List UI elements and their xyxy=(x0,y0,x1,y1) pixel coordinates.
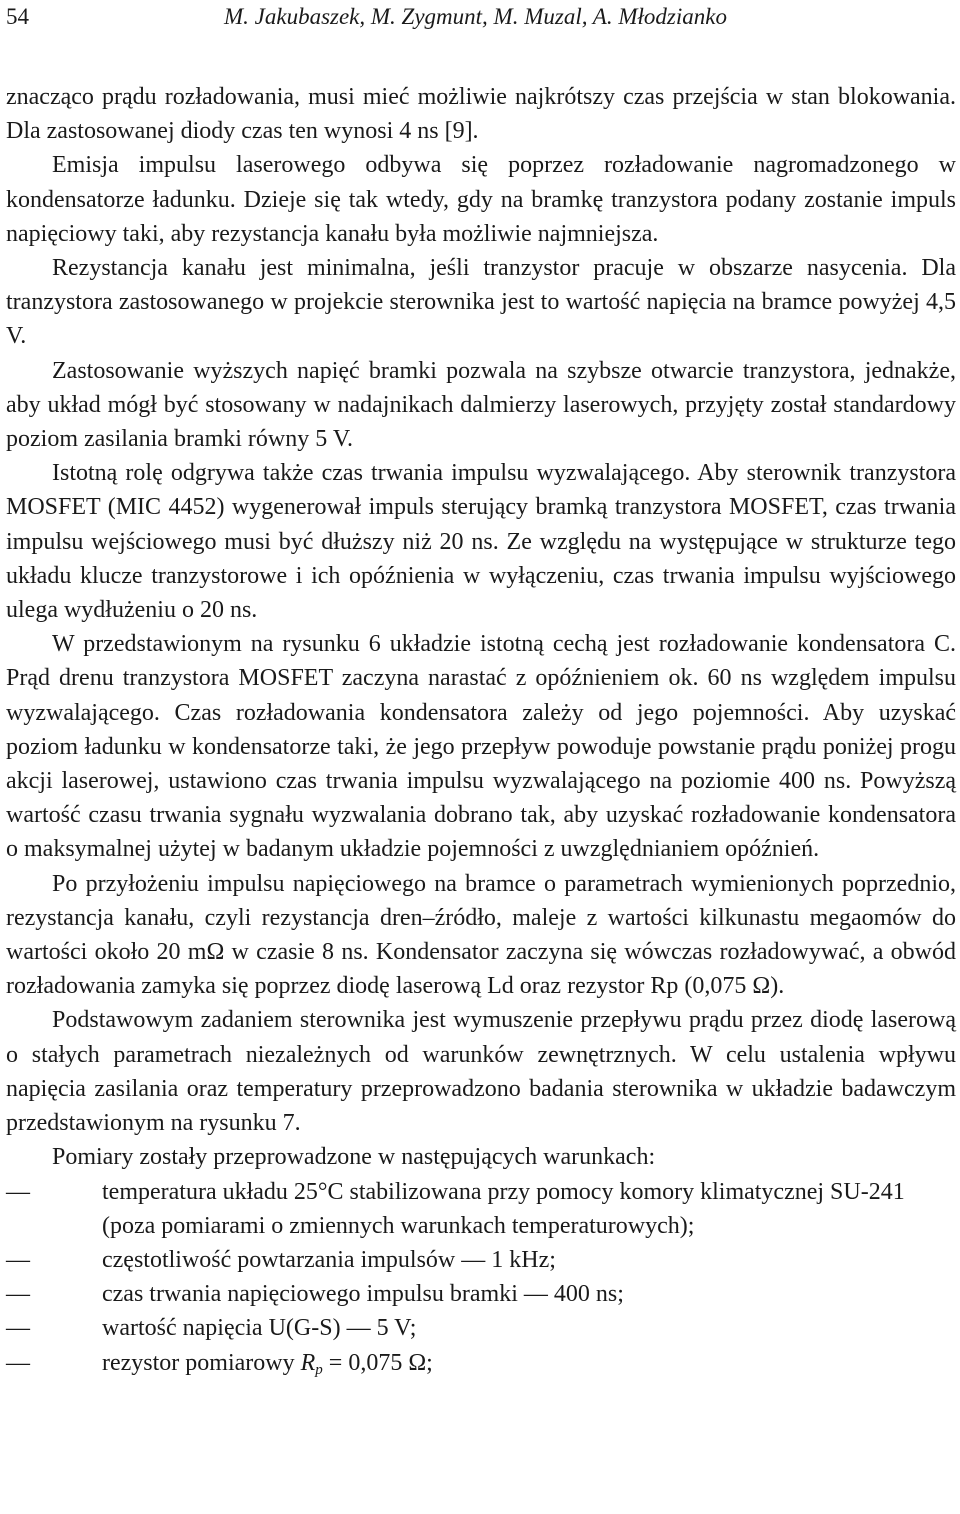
paragraph: Istotną rolę odgrywa także czas trwania impulsu wyzwalającego. Aby sterownik tranzystora MOSFET (MIC 4452) wygenerował impuls sterujący bramką tranzystora MOSFET, czas trwania impulsu wejściowego musi być dłuższy niż 20 ns. Ze względu na występujące w strukturze tego układu klucze tranzystorowe i ich opóźnienia w wyłączeniu, czas trwania impulsu wyjściowego ulega wydłużeniu o 20 ns. xyxy=(6,460,956,624)
body-text xyxy=(6,80,956,1387)
conditions-list xyxy=(6,1175,956,1387)
list-item xyxy=(6,1346,956,1387)
list-dash: — xyxy=(6,1281,30,1308)
list-item xyxy=(6,1175,956,1243)
paragraph: Pomiary zostały przeprowadzone w następujących warunkach: xyxy=(52,1144,656,1171)
paragraph: Podstawowym zadaniem sterownika jest wymuszenie przepływu prądu przez diodę laserową o stałych parametrach niezależnych od warunków zewnętrznych. W celu ustalenia wpływu napięcia zasilania oraz temperatury przeprowadzono badania sterownika w układzie badawczym przedstawionym na rysunku 7. xyxy=(6,1007,956,1137)
document-page xyxy=(6,0,956,1387)
list-item xyxy=(6,1243,956,1277)
list-dash: — xyxy=(6,1349,30,1376)
paragraph: znacząco prądu rozładowania, musi mieć możliwie najkrótszy czas przejścia w stan blokowania. Dla zastosowanej diody czas ten wynosi 4 ns [9]. xyxy=(6,84,956,145)
list-item-text: temperatura układu 25°C stabilizowana przy pomocy komory klimatycznej SU-241 (poza pomiarami o zmiennych warunkach temperaturowych); xyxy=(102,1178,905,1239)
resistor-symbol: R xyxy=(300,1349,316,1376)
list-dash: — xyxy=(6,1178,30,1205)
paragraph: W przedstawionym na rysunku 6 układzie istotną cechą jest rozładowanie kondensatora C. Prąd drenu tranzystora MOSFET zaczyna narastać z opóźnieniem ok. 60 ns względem impulsu wyzwalającego. Czas rozładowania kondensatora zależy od jego pojemności. Aby uzyskać poziom ładunku w kondensatorze taki, że jego przepływ powoduje powstanie prądu poniżej progu akcji laserowej, ustawiono czas trwania impulsu wyzwalającego na poziomie 400 ns. Powyższą wartość czasu trwania sygnału wyzwalania dobrano tak, aby uzyskać rozładowanie kondensatora o maksymalnej użytej w badanym układzie pojemności z uwzględnianiem opóźnień. xyxy=(6,631,956,863)
list-item xyxy=(6,1311,956,1345)
list-item-suffix: = 0,075 Ω; xyxy=(322,1349,433,1376)
paragraph: Emisja impulsu laserowego odbywa się poprzez rozładowanie nagromadzonego w kondensatorze ładunku. Dzieje się tak wtedy, gdy na bramkę tranzystora podany zostanie impuls napięciowy taki, aby rezystancja kanału była możliwie najmniejsza. xyxy=(6,152,956,247)
list-item xyxy=(6,1277,956,1311)
paragraph: Rezystancja kanału jest minimalna, jeśli tranzystor pracuje w obszarze nasycenia. Dla tranzystora zastosowanego w projekcie sterownika jest to wartość napięcia na bramce powyżej 4,5 V. xyxy=(6,255,956,350)
list-item-text xyxy=(102,1346,956,1387)
running-title: M. Jakubaszek, M. Zygmunt, M. Muzal, A. Młodzianko xyxy=(224,4,727,29)
list-dash: — xyxy=(6,1315,30,1342)
paragraph: Zastosowanie wyższych napięć bramki pozwala na szybsze otwarcie tranzystora, jednakże, aby układ mógł być stosowany w nadajnikach dalmierzy laserowych, przyjęty został standardowy poziom zasilania bramki równy 5 V. xyxy=(6,357,956,453)
paragraph: Po przyłożeniu impulsu napięciowego na bramce o parametrach wymienionych poprzednio, rezystancja kanału, czyli rezystancja dren–źródło, maleje z wartości kilkunastu megaomów do wartości około 20 mΩ w czasie 8 ns. Kondensator zaczyna się wówczas rozładowywać, a obwód rozładowania zamyka się poprzez diodę laserową Ld oraz rezystor Rp (0,075 Ω). xyxy=(6,870,956,1000)
list-item-text: wartość napięcia U(G-S) — 5 V; xyxy=(102,1315,417,1342)
page-number: 54 xyxy=(6,4,29,29)
list-dash: — xyxy=(6,1246,30,1273)
page-header xyxy=(6,0,956,34)
list-item-text: czas trwania napięciowego impulsu bramki — 400 ns; xyxy=(102,1281,624,1308)
list-item-text: częstotliwość powtarzania impulsów — 1 kHz; xyxy=(102,1246,556,1273)
resistor-subscript: p xyxy=(315,1361,323,1378)
list-item-prefix: rezystor pomiarowy xyxy=(102,1349,301,1376)
